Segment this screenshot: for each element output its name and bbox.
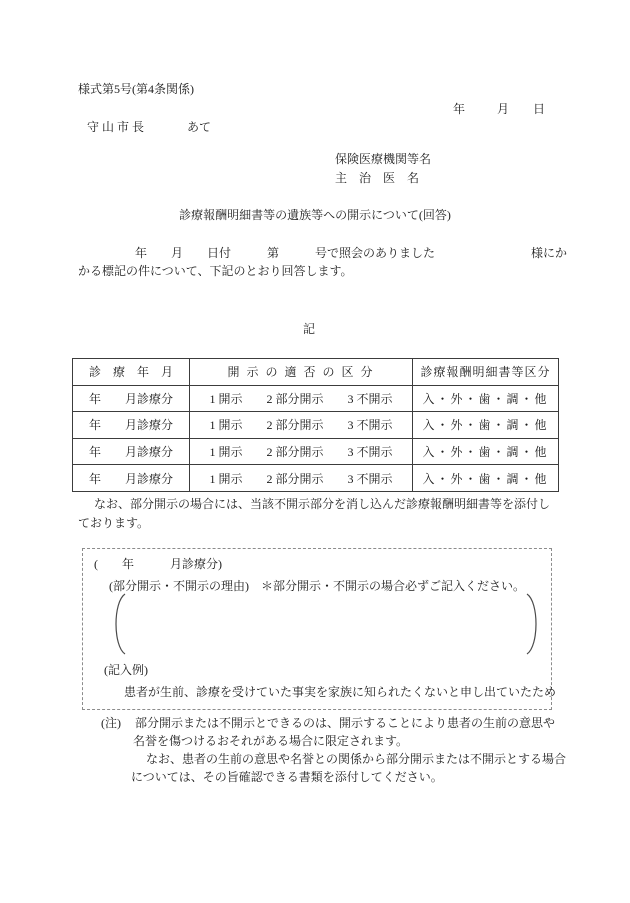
org-name-label: 保険医療機関等名 (335, 152, 432, 166)
cell-period: 年 月診療分 (73, 465, 190, 492)
section-mark: 記 (303, 322, 316, 336)
reason-label: (部分開示・不開示の理由) (109, 579, 249, 593)
reason-instruction: ＊部分開示・不開示の場合必ずご記入ください。 (261, 579, 526, 593)
table-row (73, 465, 559, 492)
cell-options: 1 開示 2 部分開示 3 不開示 (190, 438, 413, 465)
date-month-label: 月 (497, 102, 510, 116)
cell-period: 年 月診療分 (73, 385, 190, 412)
addressee: 守 山 市 長 (87, 120, 145, 134)
footnote-line-4: については、その旨確認できる書類を添付してください。 (131, 770, 443, 784)
table-note-line-1: なお、部分開示の場合には、当該不開示部分を消し込んだ診療報酬明細書等を添付し (94, 497, 551, 511)
body-line-1: 年 月 日付 第 号で照会のありました 様にか (135, 246, 568, 260)
example-text: 患者が生前、診療を受けていた事実を家族に知られたくないと申し出ていたため (124, 685, 557, 699)
table-note-line-2: ております。 (78, 516, 150, 530)
header-options: 開 示 の 適 否 の 区 分 (190, 359, 413, 386)
table-row (73, 438, 559, 465)
date-day-label: 日 (533, 102, 546, 116)
header-category: 診療報酬明細書等区分 (413, 359, 559, 386)
addressee-suffix: あて (187, 120, 212, 134)
cell-options: 1 開示 2 部分開示 3 不開示 (190, 385, 413, 412)
disclosure-table (72, 358, 559, 492)
cell-category: 入・外・歯・調・他 (413, 412, 559, 439)
right-parenthesis-shape (524, 593, 544, 655)
body-line-2: かる標記の件について、下記のとおり回答します。 (78, 264, 353, 278)
cell-category: 入・外・歯・調・他 (413, 385, 559, 412)
left-parenthesis-shape (108, 593, 128, 655)
table-row (73, 385, 559, 412)
reason-box (82, 548, 557, 710)
footnote-line-2: 名誉を傷つけるおそれがある場合に限定されます。 (133, 734, 409, 748)
cell-options: 1 開示 2 部分開示 3 不開示 (190, 465, 413, 492)
cell-options: 1 開示 2 部分開示 3 不開示 (190, 412, 413, 439)
table-row (73, 412, 559, 439)
reason-box-period-line: ( 年 月診療分) (94, 557, 222, 571)
footnote-marker: (注) (101, 716, 121, 730)
cell-category: 入・外・歯・調・他 (413, 465, 559, 492)
footnote-line-1: 部分開示または不開示とできるのは、開示することにより患者の生前の意思や (135, 716, 556, 730)
example-label: (記入例) (104, 663, 148, 677)
cell-period: 年 月診療分 (73, 412, 190, 439)
header-period: 診 療 年 月 (73, 359, 190, 386)
date-year-label: 年 (453, 102, 466, 116)
form-number: 様式第5号(第4条関係) (78, 82, 194, 96)
cell-category: 入・外・歯・調・他 (413, 438, 559, 465)
doctor-name-label: 主 治 医 名 (335, 171, 420, 185)
page-title: 診療報酬明細書等の遺族等への開示について(回答) (179, 208, 451, 222)
footnote-line-3: なお、患者の生前の意思や名誉との関係から部分開示または不開示とする場合 (146, 752, 567, 766)
table-header-row (73, 359, 559, 386)
cell-period: 年 月診療分 (73, 438, 190, 465)
